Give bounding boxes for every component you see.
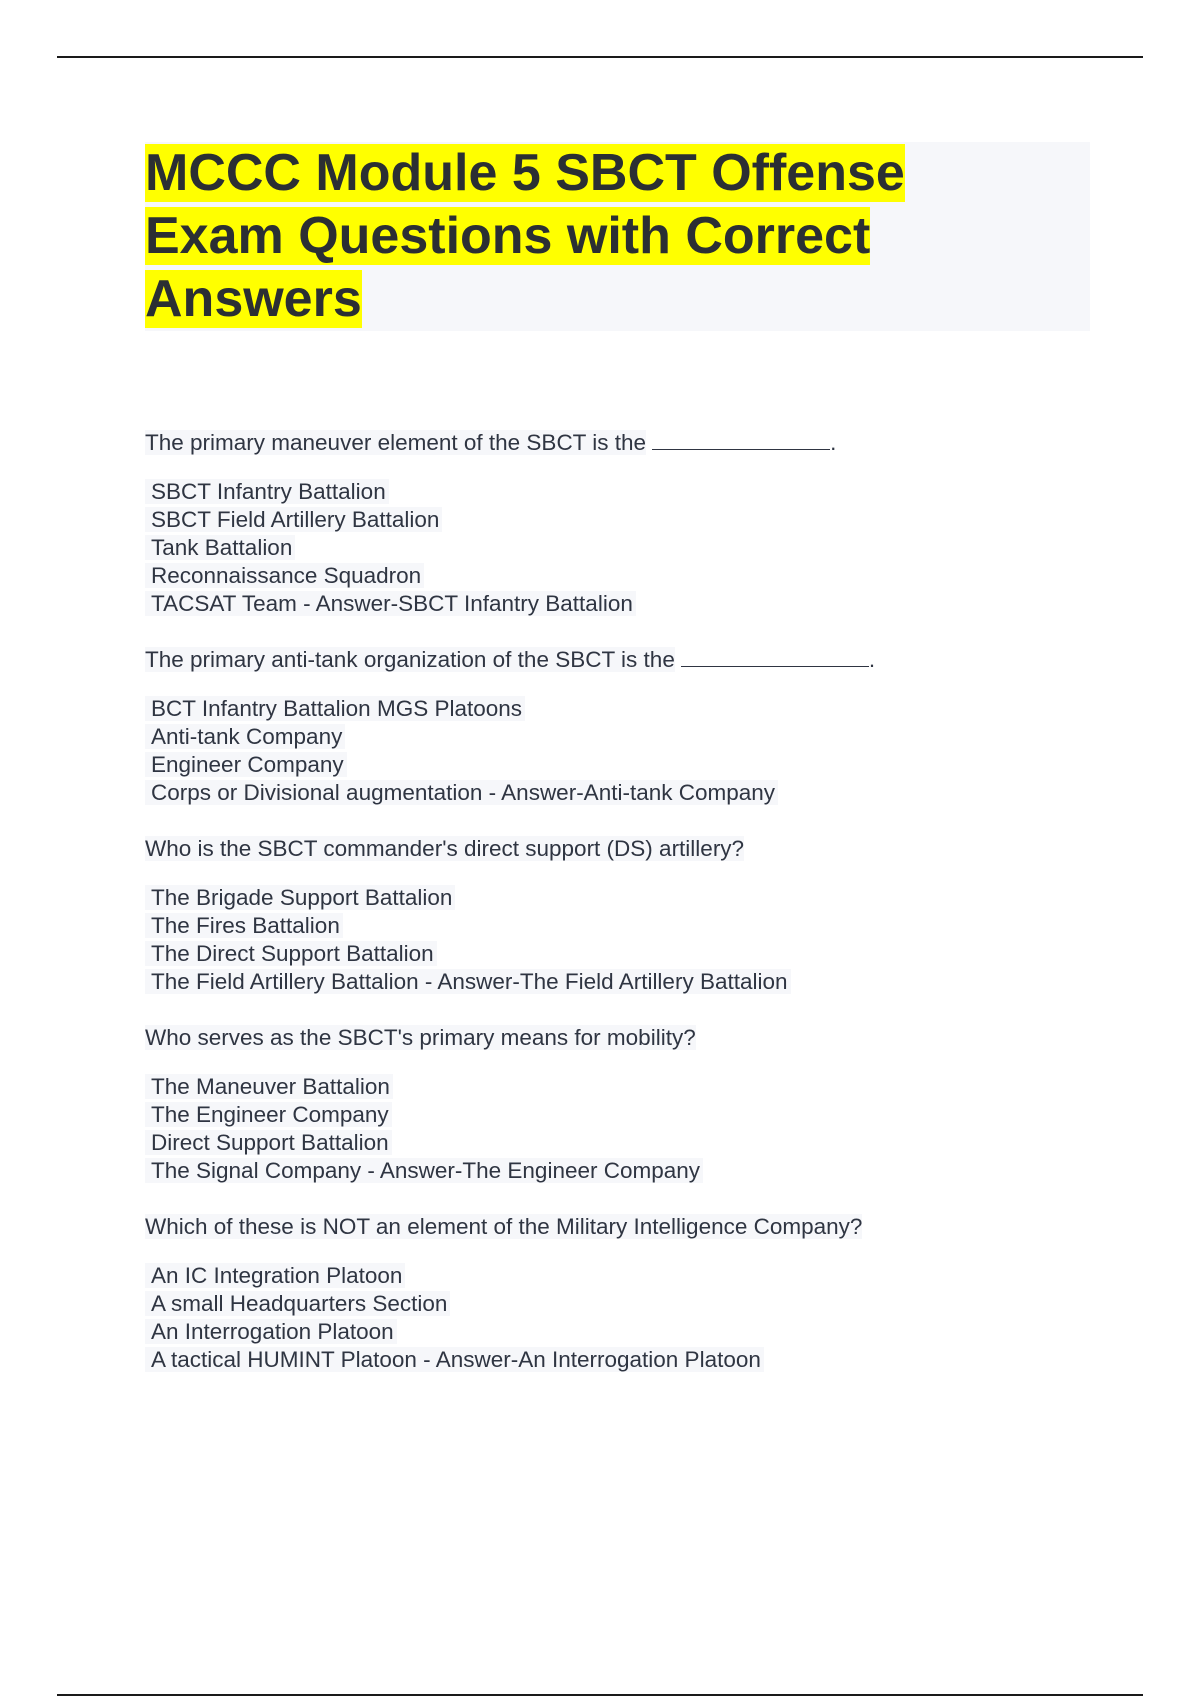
answer-blank: [681, 644, 869, 667]
title-line-1: MCCC Module 5 SBCT Offense: [145, 144, 905, 202]
option-item: Reconnaissance Squadron: [145, 562, 1105, 590]
option-list: [145, 884, 1105, 996]
option-item-answer: The Field Artillery Battalion - Answer-The Field Artillery Battalion: [145, 968, 1105, 996]
option-item: Direct Support Battalion: [145, 1129, 1105, 1157]
top-rule: [57, 56, 1143, 58]
question-block: [145, 1021, 1105, 1185]
option-item: BCT Infantry Battalion MGS Platoons: [145, 695, 1105, 723]
option-item-answer: TACSAT Team - Answer-SBCT Infantry Battalion: [145, 590, 1105, 618]
option-item: An Interrogation Platoon: [145, 1318, 1105, 1346]
question-block: [145, 426, 1105, 618]
option-item-answer: Corps or Divisional augmentation - Answer-Anti-tank Company: [145, 779, 1105, 807]
question-text: Which of these is NOT an element of the Military Intelligence Company?: [145, 1214, 863, 1239]
question-text: The primary maneuver element of the SBCT is the .: [145, 426, 1105, 460]
option-list: [145, 1262, 1105, 1374]
question-text: Who serves as the SBCT's primary means for mobility?: [145, 1025, 696, 1050]
option-item: The Maneuver Battalion: [145, 1073, 1105, 1101]
option-item-answer: A tactical HUMINT Platoon - Answer-An Interrogation Platoon: [145, 1346, 1105, 1374]
document-title: [145, 142, 985, 331]
option-item: Tank Battalion: [145, 534, 1105, 562]
option-item: The Fires Battalion: [145, 912, 1105, 940]
option-item: The Brigade Support Battalion: [145, 884, 1105, 912]
answer-blank: [652, 427, 830, 450]
option-item: SBCT Field Artillery Battalion: [145, 506, 1105, 534]
option-item: A small Headquarters Section: [145, 1290, 1105, 1318]
question-block: [145, 643, 1105, 807]
question-block: [145, 1210, 1105, 1374]
option-list: [145, 695, 1105, 807]
question-text: The primary anti-tank organization of the SBCT is the .: [145, 643, 1105, 677]
title-line-2: Exam Questions with Correct: [145, 207, 871, 265]
option-list: [145, 478, 1105, 618]
title-block: [145, 142, 1090, 331]
option-item: Engineer Company: [145, 751, 1105, 779]
option-item-answer: The Signal Company - Answer-The Engineer Company: [145, 1157, 1105, 1185]
question-text: Who is the SBCT commander's direct support (DS) artillery?: [145, 836, 745, 861]
questions-list: [145, 426, 1105, 1399]
option-item: An IC Integration Platoon: [145, 1262, 1105, 1290]
option-list: [145, 1073, 1105, 1185]
option-item: Anti-tank Company: [145, 723, 1105, 751]
option-item: The Engineer Company: [145, 1101, 1105, 1129]
option-item: SBCT Infantry Battalion: [145, 478, 1105, 506]
question-block: [145, 832, 1105, 996]
bottom-rule: [57, 1694, 1143, 1696]
option-item: The Direct Support Battalion: [145, 940, 1105, 968]
title-line-3: Answers: [145, 270, 362, 328]
